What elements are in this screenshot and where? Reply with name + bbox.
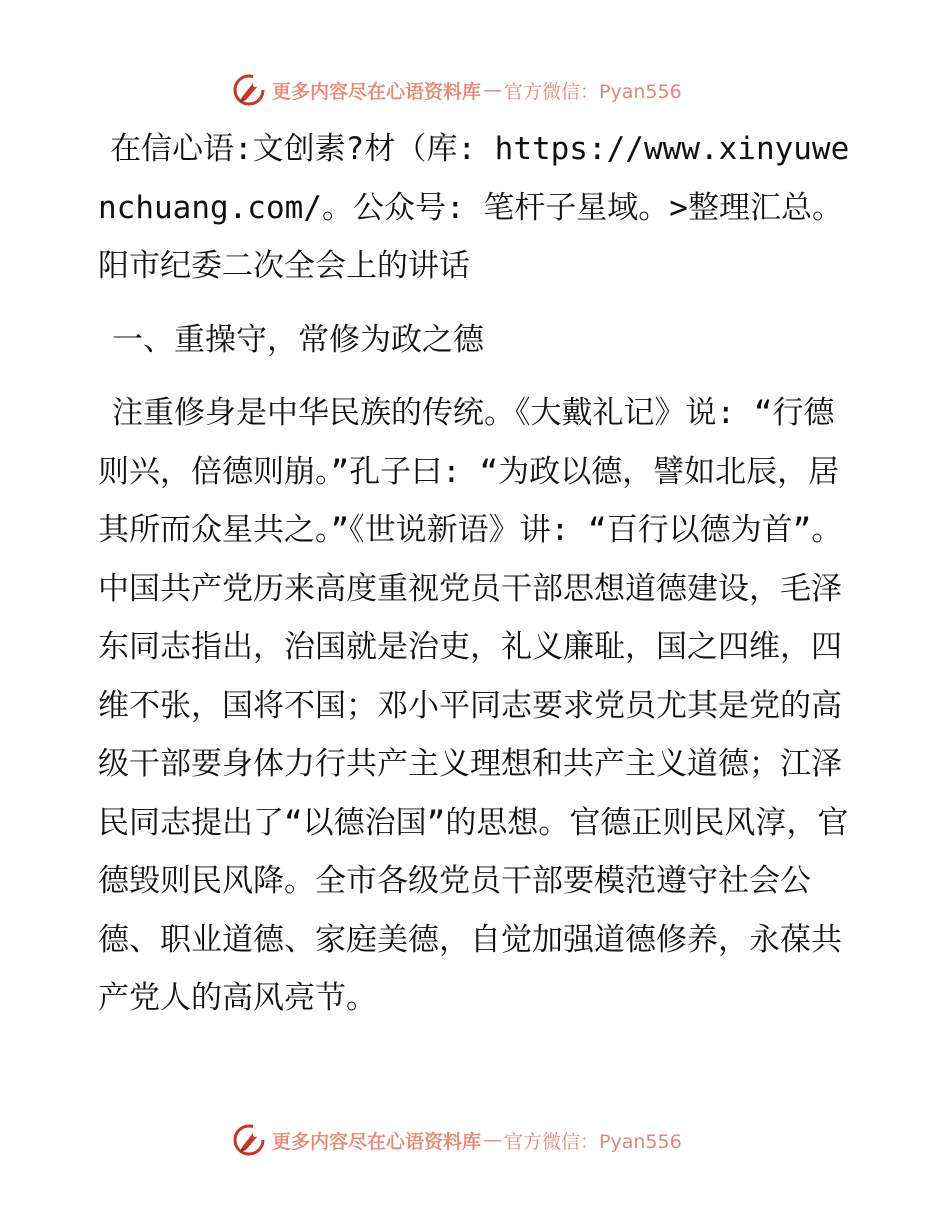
body-paragraph: 注重修身是中华民族的传统。《大戴礼记》说: “行德则兴，倍德则崩。”孔子曰: “为政以德，譬如北辰，居其所而众星共之。”《世说新语》讲: “百行以德为首”。中国共产党历来高度重视党员干部思想道德建设，毛泽东同志指出，治国就是治吏，礼义廉耻，国之四维，四维不张，国将不国；邓小平同志要求党员尤其是党的高级干部要身体力行共产主义理想和共产主义道德；江泽民同志提出了“以德治国”的思想。官德正则民风淳，官德毁则民风降。全市各级党员干部要模范遵守社会公德、职业道德、家庭美德，自觉加强道德修养，永葆共产党人的高风亮节。 — [98, 395, 849, 1016]
banner-wechat: 官方微信：Pyan556 — [504, 1130, 682, 1153]
pen-nib-logo-icon — [232, 1123, 266, 1157]
banner-title: 更多内容尽在心语资料库 — [272, 1130, 482, 1153]
pen-nib-logo-icon — [232, 73, 266, 107]
footer-banner — [232, 1120, 682, 1160]
section-heading: 一、重操守，常修为政之德 — [112, 321, 484, 358]
banner-dash: — — [483, 1129, 503, 1151]
header-banner — [232, 70, 682, 110]
banner-dash: — — [483, 79, 503, 101]
intro-paragraph: 在信心语:文创素?材（库: https://www.xinyuwenchuang.com/。公众号: 笔杆子星域。>整理汇总。阳市纪委二次全会上的讲话 — [98, 131, 850, 284]
banner-wechat: 官方微信：Pyan556 — [504, 80, 682, 103]
document-body — [98, 120, 858, 1028]
banner-title: 更多内容尽在心语资料库 — [272, 80, 482, 103]
